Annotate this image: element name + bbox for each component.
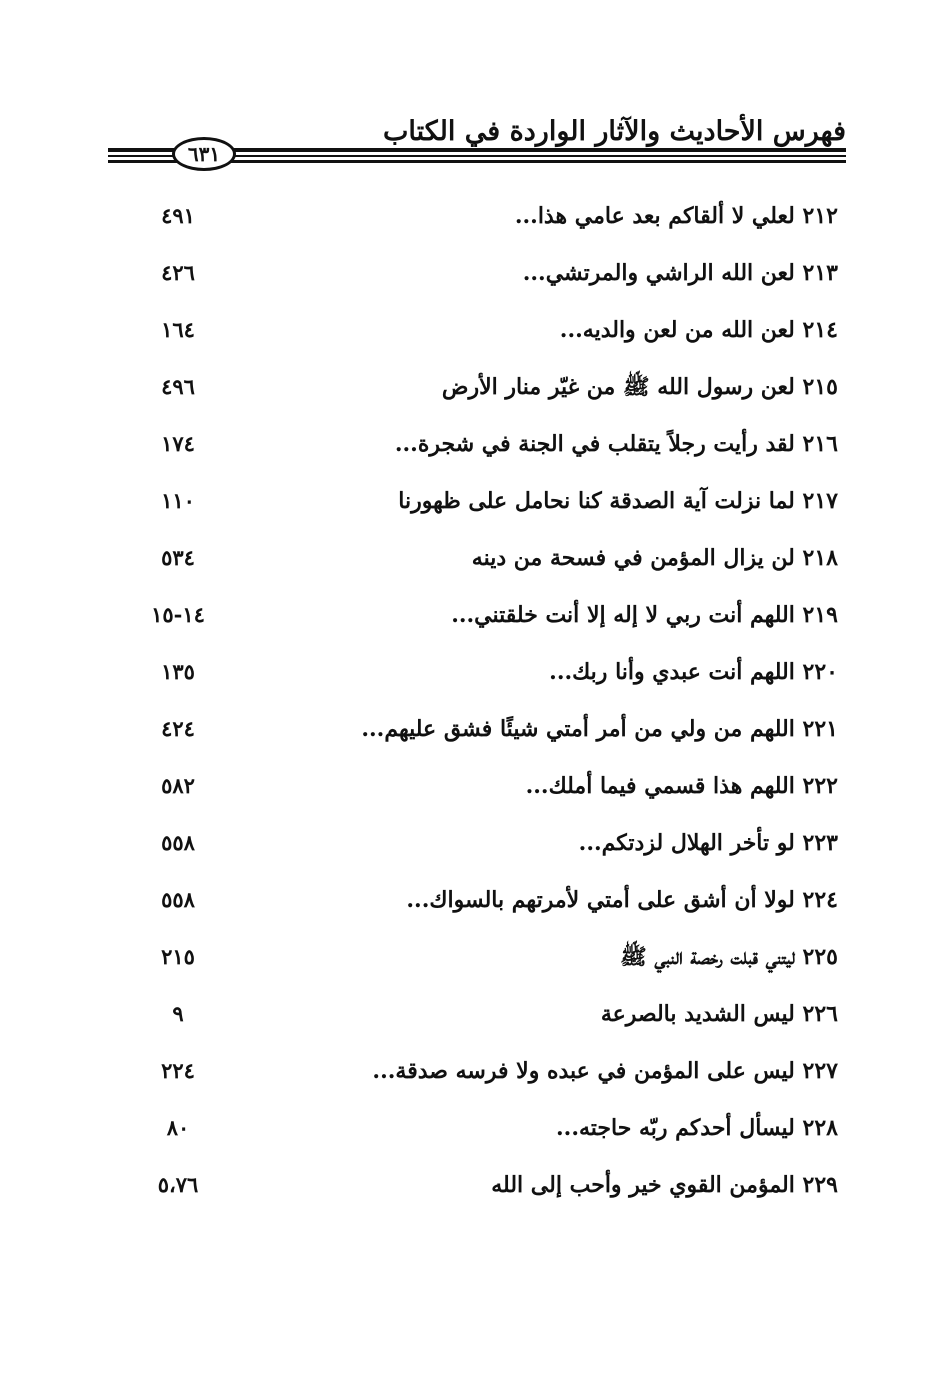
entry-page-ref: ٤٩٦ bbox=[161, 374, 195, 399]
entry-page-ref: ١٤-١٥ bbox=[151, 602, 205, 627]
entry-page-ref: ٨٠ bbox=[166, 1115, 190, 1140]
entry-text: اللهم أنت عبدي وأنا ربك... bbox=[549, 659, 795, 685]
entry-text: اللهم هذا قسمي فيما أملك... bbox=[525, 773, 795, 799]
entry-number: ٢١٢ bbox=[802, 203, 838, 229]
entry-text: ليتني قبلت رخصة النبي ﷺ bbox=[620, 944, 795, 970]
entry-text-wrap bbox=[368, 312, 838, 348]
entry-text-wrap bbox=[361, 711, 838, 747]
entry-text: ليس على المؤمن في عبده ولا فرسه صدقة... bbox=[372, 1058, 795, 1084]
entry-number: ٢١٩ bbox=[802, 602, 838, 628]
entry-number: ٢٢٠ bbox=[802, 659, 838, 685]
entry-text: لو تأخر الهلال لزدتكم... bbox=[578, 830, 795, 856]
entry-text: لقد رأيت رجلاً يتقلب في الجنة في شجرة... bbox=[394, 431, 795, 457]
index-entry bbox=[0, 986, 946, 1043]
entry-number: ٢١٤ bbox=[802, 317, 838, 343]
entry-page-ref: ١٧٤ bbox=[161, 431, 195, 456]
entry-text-wrap bbox=[368, 483, 838, 519]
index-entry bbox=[0, 872, 946, 929]
entry-page-ref: ٢١٥ bbox=[161, 944, 195, 969]
entry-number: ٢١٣ bbox=[802, 260, 838, 286]
index-entry bbox=[0, 815, 946, 872]
entry-text-wrap bbox=[368, 426, 838, 462]
entry-number: ٢٢٧ bbox=[802, 1058, 838, 1084]
page-header-title: فهرس الأحاديث والآثار الواردة في الكتاب bbox=[382, 116, 846, 147]
index-entry bbox=[0, 758, 946, 815]
entry-page-ref: ٥٨٢ bbox=[161, 773, 195, 798]
index-entry bbox=[0, 701, 946, 758]
entry-page-ref: ٥٥٨ bbox=[161, 830, 195, 855]
index-entry bbox=[0, 1100, 946, 1157]
entry-page-ref: ٩ bbox=[172, 1001, 184, 1026]
entry-text: لعن الله الراشي والمرتشي... bbox=[522, 260, 795, 286]
entry-number: ٢١٧ bbox=[802, 488, 838, 514]
entry-text-wrap bbox=[368, 1167, 838, 1203]
entry-text-wrap bbox=[368, 768, 838, 804]
entry-text-wrap bbox=[368, 1053, 838, 1089]
entry-text: لما نزلت آية الصدقة كنا نحامل على ظهورنا bbox=[398, 488, 795, 514]
entry-text: اللهم أنت ربي لا إله إلا أنت خلقتني... bbox=[451, 602, 795, 628]
entry-page-ref: ١١٠ bbox=[161, 488, 195, 513]
page-number-badge: ٦٣١ bbox=[172, 137, 236, 171]
index-entry bbox=[0, 416, 946, 473]
entry-page-ref: ٥٣٤ bbox=[161, 545, 195, 570]
entry-page-ref: ٥٥٨ bbox=[161, 887, 195, 912]
entry-page-ref: ٤٢٦ bbox=[161, 260, 195, 285]
entry-number: ٢١٨ bbox=[802, 545, 838, 571]
index-entry bbox=[0, 1157, 946, 1214]
index-entry bbox=[0, 587, 946, 644]
index-entry bbox=[0, 530, 946, 587]
entry-text: لعن رسول الله ﷺ من غيّر منار الأرض bbox=[441, 374, 795, 400]
entry-text: ليس الشديد بالصرعة bbox=[600, 1001, 795, 1027]
entry-number: ٢١٥ bbox=[802, 374, 838, 400]
entry-page-ref: ١٦٤ bbox=[161, 317, 195, 342]
index-entry bbox=[0, 245, 946, 302]
entry-text-wrap bbox=[368, 1110, 838, 1146]
entry-text: لعن الله من لعن والديه... bbox=[559, 317, 795, 343]
entry-text-wrap bbox=[368, 654, 838, 690]
entry-text-wrap bbox=[368, 882, 838, 918]
entry-text-wrap bbox=[368, 198, 838, 234]
entry-text: المؤمن القوي خير وأحب إلى الله bbox=[491, 1172, 795, 1198]
index-entry bbox=[0, 929, 946, 986]
index-entry bbox=[0, 644, 946, 701]
entry-number: ٢٢٥ bbox=[802, 944, 838, 970]
entry-page-ref: ٢٢٤ bbox=[161, 1058, 195, 1083]
entry-text-wrap bbox=[368, 996, 838, 1032]
entry-number: ٢٢٩ bbox=[802, 1172, 838, 1198]
entry-number: ٢٢٢ bbox=[802, 773, 838, 799]
entry-page-ref: ١٣٥ bbox=[161, 659, 195, 684]
entry-number: ٢٢٦ bbox=[802, 1001, 838, 1027]
entry-text: لولا أن أشق على أمتي لأمرتهم بالسواك... bbox=[406, 887, 795, 913]
index-entry bbox=[0, 302, 946, 359]
entry-number: ٢٢١ bbox=[802, 716, 838, 742]
entry-page-ref: ٤٩١ bbox=[161, 203, 195, 228]
index-entry bbox=[0, 359, 946, 416]
entry-text-wrap bbox=[368, 540, 838, 576]
entry-text-wrap bbox=[368, 369, 838, 405]
entry-text-wrap bbox=[368, 255, 838, 291]
entry-text-wrap bbox=[368, 597, 838, 633]
entry-number: ٢٢٣ bbox=[802, 830, 838, 856]
entry-number: ٢٢٨ bbox=[802, 1115, 838, 1141]
index-entry bbox=[0, 473, 946, 530]
entry-page-ref: ٥،٧٦ bbox=[157, 1172, 199, 1197]
entry-text: ليسأل أحدكم ربّه حاجته... bbox=[556, 1115, 795, 1141]
entry-text: لن يزال المؤمن في فسحة من دينه bbox=[471, 545, 795, 571]
entry-text: اللهم من ولي من أمر أمتي شيئًا فشق عليهم... bbox=[361, 716, 795, 742]
entry-number: ٢١٦ bbox=[802, 431, 838, 457]
entry-text-wrap bbox=[368, 825, 838, 861]
index-entry bbox=[0, 1043, 946, 1100]
entry-text-wrap bbox=[368, 939, 838, 975]
entry-number: ٢٢٤ bbox=[802, 887, 838, 913]
index-entry bbox=[0, 188, 946, 245]
entry-page-ref: ٤٢٤ bbox=[161, 716, 195, 741]
index-entry-list bbox=[0, 188, 946, 1218]
entry-text: لعلي لا ألقاكم بعد عامي هذا... bbox=[514, 203, 795, 229]
